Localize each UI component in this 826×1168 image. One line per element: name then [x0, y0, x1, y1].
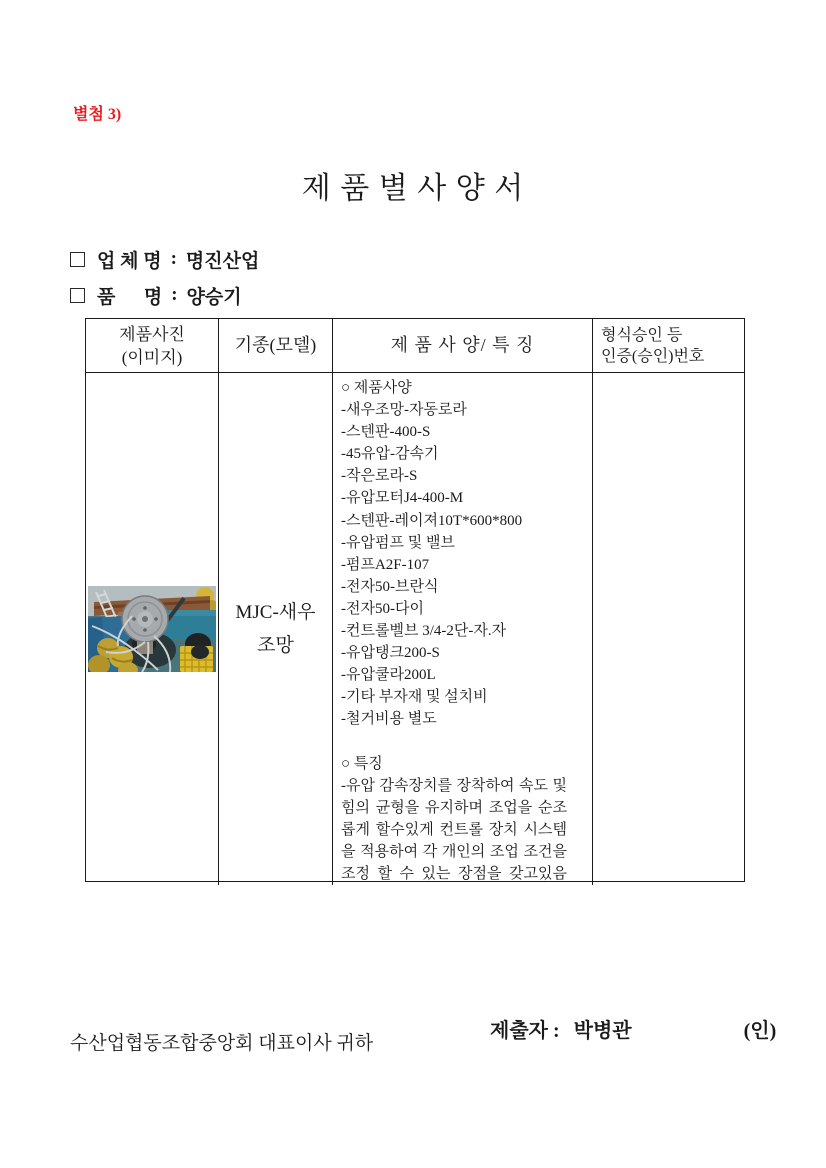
company-name-value: 명진산업	[185, 250, 260, 272]
colon-separator: :	[171, 284, 178, 305]
spec-item: -펌프A2F-107	[341, 556, 430, 573]
spec-cell	[333, 373, 593, 885]
spec-item: -철거비용 별도	[341, 711, 437, 728]
spec-item: -스텐판-400-S	[341, 424, 431, 441]
spec-section-title: ○ 제품사양	[341, 380, 412, 396]
feature-line: 롭게 할수있게 컨트롤 장치 시스템	[341, 821, 567, 838]
page-title: 제 품 별 사 양 서	[301, 172, 525, 205]
info-block	[70, 241, 259, 313]
column-header-approval: 형식승인 등 인증(승인)번호	[593, 319, 744, 373]
checkbox-square-icon	[70, 252, 85, 267]
blank-line	[341, 731, 584, 753]
column-header-spec: 제 품 사 양/ 특 징	[333, 319, 593, 373]
approval-number-cell	[593, 373, 744, 885]
spec-item: -스텐판-레이져10T*600*800	[341, 512, 523, 529]
colon-separator: :	[170, 248, 177, 269]
model-name-line2: 조망	[257, 635, 294, 657]
spec-item: -유압모터J4-400-M	[341, 490, 464, 507]
product-name-value: 양승기	[186, 286, 242, 308]
seal-mark: (인)	[743, 1020, 777, 1042]
spec-item: -유압펌프 및 밸브	[341, 534, 455, 551]
feature-line: 을 적용하여 각 개인의 조업 조건을	[341, 843, 567, 860]
spec-item: -45유압-감속기	[341, 446, 439, 463]
spec-item: -유압탱크200-S	[341, 645, 440, 662]
recipient-line: 수산업협동조합중앙회 대표이사 귀하	[70, 1033, 374, 1054]
model-cell	[219, 373, 333, 885]
feature-line: -유압 감속장치를 장착하여 속도 및	[341, 777, 567, 794]
spec-item: -전자50-브란식	[341, 578, 439, 595]
checkbox-square-icon	[70, 288, 85, 303]
company-name-line	[70, 241, 259, 277]
spec-item: -컨트롤벨브 3/4-2단-자.자	[341, 623, 507, 640]
product-name-line	[70, 277, 259, 313]
column-header-model: 기종(모델)	[219, 319, 333, 373]
spec-item: -작은로라-S	[341, 468, 418, 485]
spec-item: -기타 부자재 및 설치비	[341, 689, 488, 706]
spec-item: -전자50-다이	[341, 600, 424, 617]
column-header-photo: 제품사진 (이미지)	[86, 319, 219, 373]
submitter-label: 제출자 :	[490, 1020, 560, 1042]
product-photo-cell	[86, 373, 219, 885]
spec-item: -새우조망-자동로라	[341, 402, 467, 419]
feature-section-title: ○ 특징	[341, 755, 383, 772]
submitter-name: 박병관	[573, 1020, 632, 1042]
feature-line: 힘의 균형을 유지하며 조업을 순조	[341, 799, 567, 816]
submitter-line	[470, 991, 776, 1066]
product-spec-table	[85, 318, 745, 882]
product-photo	[88, 586, 216, 672]
model-name-line1: MJC-새우	[235, 602, 316, 624]
spec-item: -유압쿨라200L	[341, 667, 436, 684]
feature-line: 조정 할 수 있는 장점을 갖고있음	[341, 865, 567, 882]
product-name-label: 품 명	[97, 286, 163, 308]
company-name-label: 업 체 명	[97, 250, 162, 272]
attachment-label: 별첨 3)	[73, 106, 122, 123]
